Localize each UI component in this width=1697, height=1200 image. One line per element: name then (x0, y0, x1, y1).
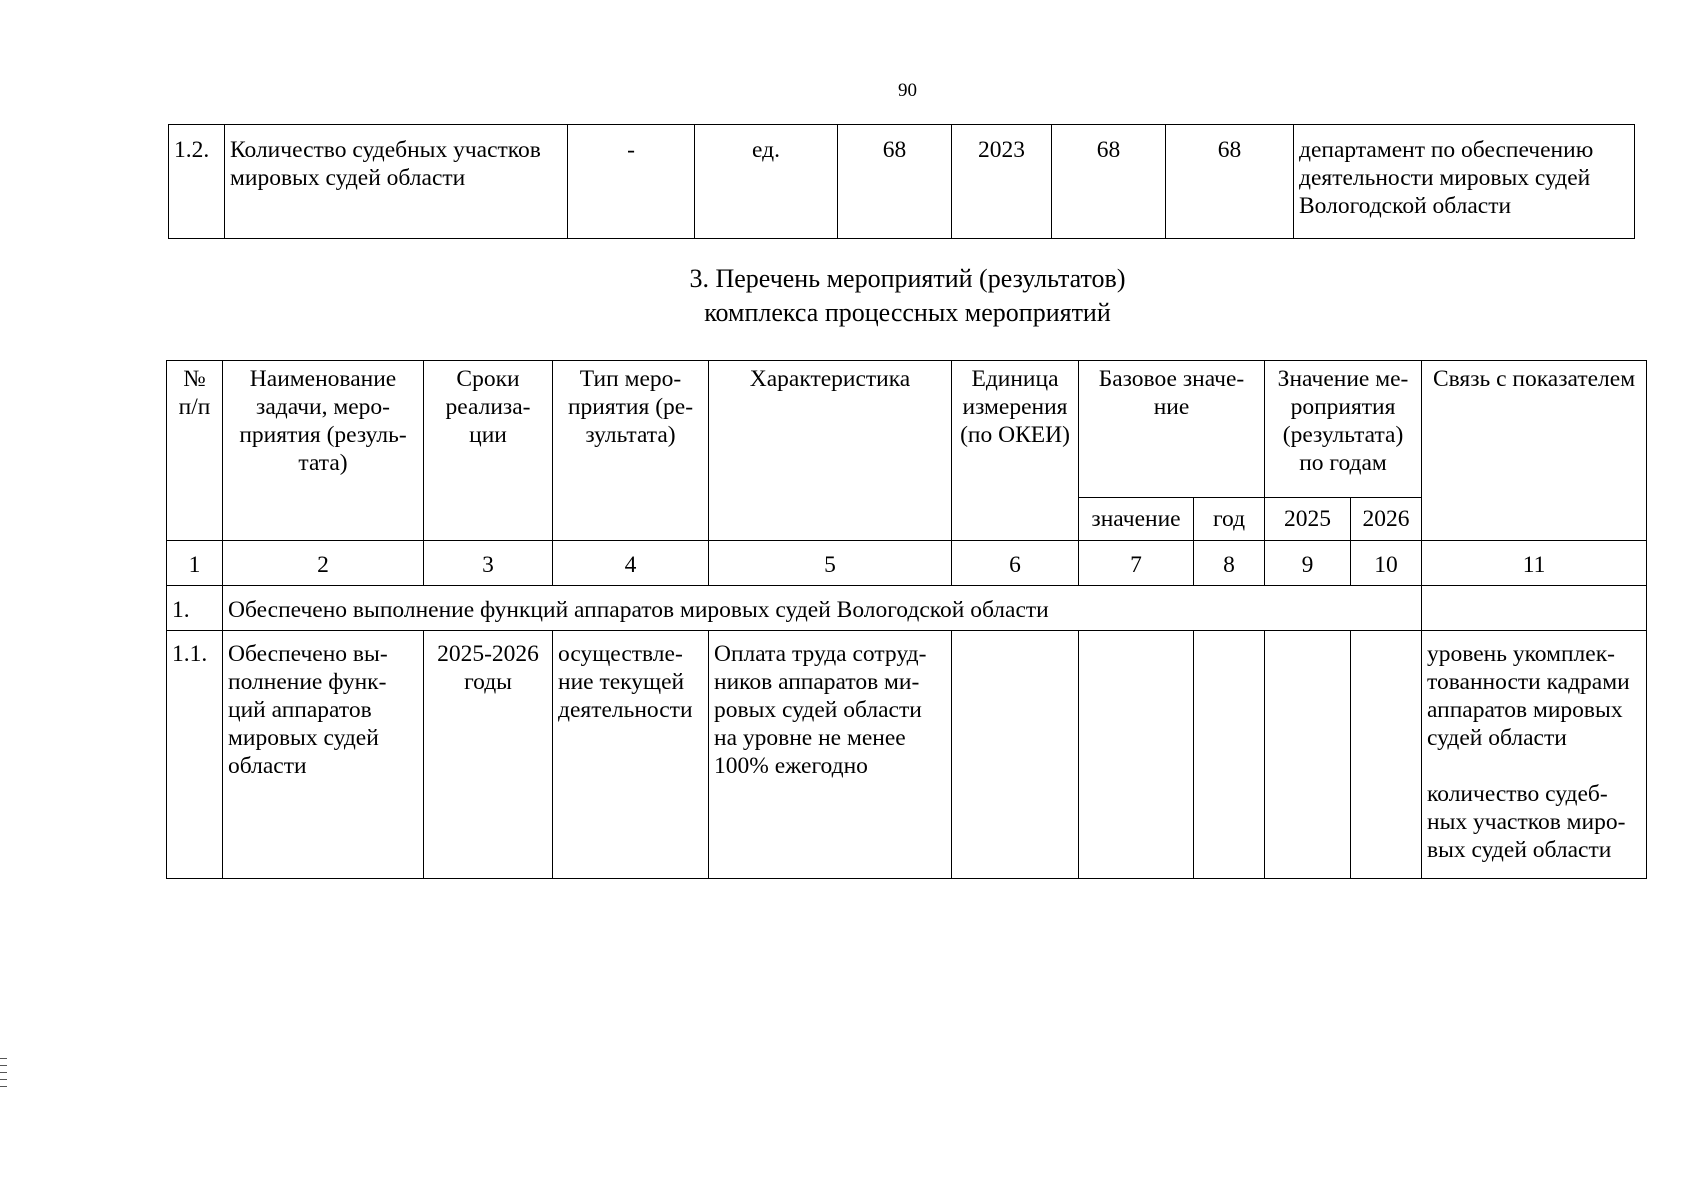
data-row-base-year (1194, 631, 1265, 879)
header-row (167, 361, 1647, 498)
section-title-line-2: комплекса процессных мероприятий (704, 298, 1111, 327)
header-base-value: значение (1079, 498, 1194, 541)
header-year-2: 2026 (1351, 498, 1422, 541)
unit-cell: ед. (695, 125, 838, 239)
responsible-cell: департамент по обеспечению деятельности мировых судей Вологодской области (1294, 125, 1635, 239)
data-row-number: 1.1. (167, 631, 223, 879)
base-year-cell: 2023 (952, 125, 1052, 239)
section-heading (0, 262, 1697, 330)
header-name: Наименование задачи, меро-приятия (резуль-тата) (223, 361, 424, 541)
value-2025-cell: 68 (1052, 125, 1166, 239)
column-number: 7 (1079, 541, 1194, 586)
value-2026-cell: 68 (1166, 125, 1294, 239)
header-unit: Единица измерения (по ОКЕИ) (952, 361, 1079, 541)
header-link: Связь с показателем (1422, 361, 1647, 541)
section-row-link (1422, 586, 1647, 631)
column-number: 2 (223, 541, 424, 586)
data-row-characteristic: Оплата труда сотруд-ников аппаратов ми-ровых судей области на уровне не менее 100% ежегодно (709, 631, 952, 879)
header-num: № п/п (167, 361, 223, 541)
data-row-name: Обеспечено вы-полнение функ-ций аппаратов мировых судей области (223, 631, 424, 879)
column-number: 4 (553, 541, 709, 586)
column-number: 3 (424, 541, 553, 586)
data-row-2025 (1265, 631, 1351, 879)
column-number: 11 (1422, 541, 1647, 586)
indicator-name: Количество судебных участков мировых судей области (225, 125, 568, 239)
header-base: Базовое значе-ние (1079, 361, 1265, 498)
dash-cell: - (568, 125, 695, 239)
indicator-table-continuation (168, 124, 1635, 239)
column-number: 10 (1351, 541, 1422, 586)
base-value-cell: 68 (838, 125, 952, 239)
section-row-number: 1. (167, 586, 223, 631)
section-row-title: Обеспечено выполнение функций аппаратов мировых судей Вологодской области (223, 586, 1422, 631)
header-yearly: Значение ме-роприятия (результата) по годам (1265, 361, 1422, 498)
page-number: 90 (898, 80, 917, 101)
link-indicator-2: количество судеб-ных участков миро-вых судей области (1427, 781, 1626, 863)
header-type: Тип меро-приятия (ре-зультата) (553, 361, 709, 541)
header-base-year: год (1194, 498, 1265, 541)
row-number: 1.2. (169, 125, 225, 239)
data-row-terms: 2025-2026 годы (424, 631, 553, 879)
data-row-link (1422, 631, 1647, 879)
table-row (167, 631, 1647, 879)
table-row (169, 125, 1635, 239)
section-row (167, 586, 1647, 631)
column-number: 5 (709, 541, 952, 586)
link-indicator-1: уровень укомплек-тованности кадрами аппаратов мировых судей области (1427, 641, 1630, 751)
column-numbers-row (167, 541, 1647, 586)
header-year-1: 2025 (1265, 498, 1351, 541)
column-number: 8 (1194, 541, 1265, 586)
header-characteristic: Характеристика (709, 361, 952, 541)
column-number: 9 (1265, 541, 1351, 586)
column-number: 6 (952, 541, 1079, 586)
section-title-line-1: 3. Перечень мероприятий (результатов) (689, 264, 1126, 293)
scan-edge-marks (0, 1058, 8, 1093)
data-row-base-value (1079, 631, 1194, 879)
header-terms: Сроки реализа-ции (424, 361, 553, 541)
measures-table (166, 360, 1647, 879)
data-row-2026 (1351, 631, 1422, 879)
column-number: 1 (167, 541, 223, 586)
data-row-type: осуществле-ние текущей деятельности (553, 631, 709, 879)
data-row-unit (952, 631, 1079, 879)
